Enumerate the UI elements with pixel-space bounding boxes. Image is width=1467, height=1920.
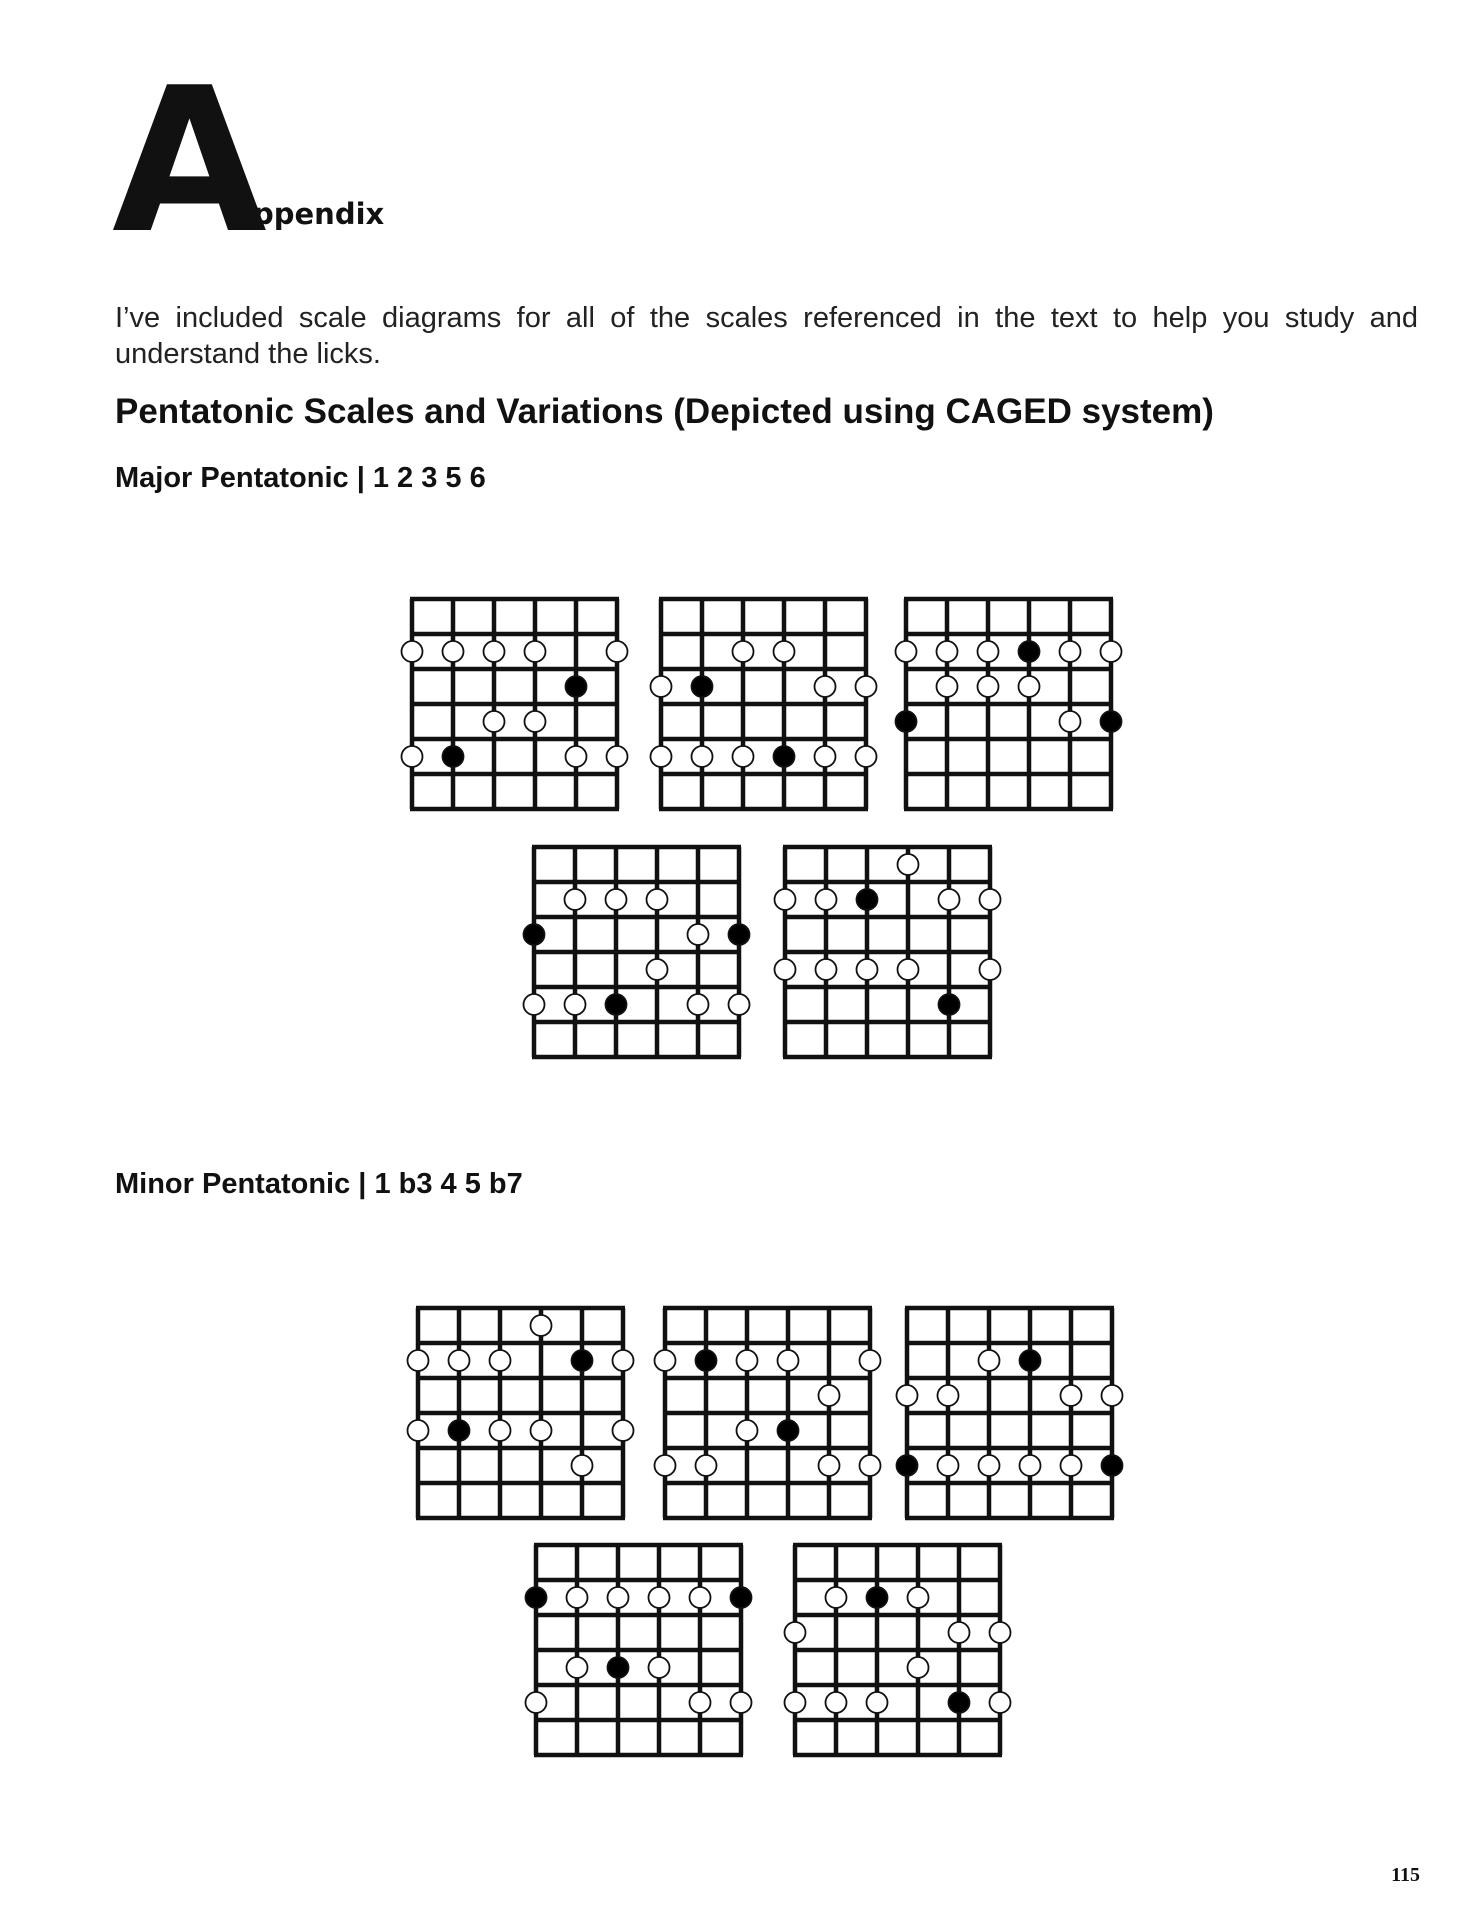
scale-note-dot xyxy=(898,959,919,980)
scale-note-dot xyxy=(1019,676,1040,697)
minor-pentatonic-diagram-2 xyxy=(655,1308,881,1518)
scale-note-dot xyxy=(1102,1385,1123,1406)
scale-note-dot xyxy=(566,746,587,767)
scale-note-dot xyxy=(990,1692,1011,1713)
scale-note-dot xyxy=(1061,1385,1082,1406)
scale-note-dot xyxy=(565,889,586,910)
major-pentatonic-diagram-3 xyxy=(896,599,1122,809)
root-note-dot xyxy=(896,711,917,732)
root-note-dot xyxy=(774,746,795,767)
scale-note-dot xyxy=(649,1587,670,1608)
scale-note-dot xyxy=(692,746,713,767)
root-note-dot xyxy=(443,746,464,767)
scale-note-dot xyxy=(774,641,795,662)
scale-note-dot xyxy=(647,889,668,910)
root-note-dot xyxy=(867,1587,888,1608)
scale-note-dot xyxy=(979,1350,1000,1371)
scale-note-dot xyxy=(860,1350,881,1371)
scale-note-dot xyxy=(567,1587,588,1608)
minor-pentatonic-diagram-3 xyxy=(897,1308,1123,1518)
appendix-initial-letter: A xyxy=(112,45,263,278)
scale-note-dot xyxy=(688,924,709,945)
scale-note-dot xyxy=(608,1587,629,1608)
scale-note-dot xyxy=(978,641,999,662)
root-note-dot xyxy=(1020,1350,1041,1371)
scale-note-dot xyxy=(815,746,836,767)
scale-note-dot xyxy=(785,1692,806,1713)
scale-note-dot xyxy=(731,1692,752,1713)
scale-note-dot xyxy=(733,746,754,767)
scale-note-dot xyxy=(649,1657,670,1678)
root-note-dot xyxy=(949,1692,970,1713)
scale-note-dot xyxy=(733,641,754,662)
scale-note-dot xyxy=(1060,711,1081,732)
scale-note-dot xyxy=(816,889,837,910)
scale-note-dot xyxy=(613,1420,634,1441)
scale-note-dot xyxy=(690,1587,711,1608)
root-note-dot xyxy=(606,994,627,1015)
root-note-dot xyxy=(572,1350,593,1371)
scale-note-dot xyxy=(979,1455,1000,1476)
scale-note-dot xyxy=(526,1692,547,1713)
root-note-dot xyxy=(524,924,545,945)
major-pentatonic-title: Major Pentatonic | 1 2 3 5 6 xyxy=(115,462,486,494)
root-note-dot xyxy=(778,1420,799,1441)
major-pentatonic-diagram-2 xyxy=(651,599,877,809)
scale-note-dot xyxy=(856,746,877,767)
root-note-dot xyxy=(1101,711,1122,732)
scale-note-dot xyxy=(939,889,960,910)
scale-note-dot xyxy=(606,889,627,910)
minor-pentatonic-title: Minor Pentatonic | 1 b3 4 5 b7 xyxy=(115,1168,523,1200)
scale-note-dot xyxy=(819,1385,840,1406)
scale-note-dot xyxy=(737,1350,758,1371)
scale-note-dot xyxy=(443,641,464,662)
appendix-heading-rest: ppendix xyxy=(253,197,385,231)
scale-note-dot xyxy=(525,711,546,732)
major-pentatonic-diagram-4 xyxy=(524,847,750,1057)
scale-note-dot xyxy=(696,1455,717,1476)
scale-note-dot xyxy=(651,676,672,697)
scale-note-dot xyxy=(778,1350,799,1371)
minor-pentatonic-diagram-4 xyxy=(526,1545,752,1755)
scale-note-dot xyxy=(688,994,709,1015)
scale-note-dot xyxy=(826,1587,847,1608)
scale-note-dot xyxy=(567,1657,588,1678)
scale-note-dot xyxy=(949,1622,970,1643)
scale-note-dot xyxy=(572,1455,593,1476)
scale-note-dot xyxy=(937,641,958,662)
scale-note-dot xyxy=(908,1587,929,1608)
root-note-dot xyxy=(857,889,878,910)
scale-note-dot xyxy=(690,1692,711,1713)
scale-note-dot xyxy=(898,854,919,875)
scale-note-dot xyxy=(867,1692,888,1713)
root-note-dot xyxy=(692,676,713,697)
scale-note-dot xyxy=(408,1350,429,1371)
scale-note-dot xyxy=(729,994,750,1015)
root-note-dot xyxy=(449,1420,470,1441)
scale-note-dot xyxy=(938,1455,959,1476)
scale-note-dot xyxy=(651,746,672,767)
scale-note-dot xyxy=(1020,1455,1041,1476)
scale-note-dot xyxy=(785,1622,806,1643)
scale-note-dot xyxy=(449,1350,470,1371)
scale-note-dot xyxy=(897,1385,918,1406)
root-note-dot xyxy=(1102,1455,1123,1476)
root-note-dot xyxy=(897,1455,918,1476)
scale-note-dot xyxy=(607,746,628,767)
root-note-dot xyxy=(729,924,750,945)
minor-pentatonic-diagram-1 xyxy=(408,1308,634,1518)
scale-note-dot xyxy=(816,959,837,980)
scale-note-dot xyxy=(531,1315,552,1336)
scale-note-dot xyxy=(490,1350,511,1371)
scale-note-dot xyxy=(408,1420,429,1441)
minor-pentatonic-diagram-5 xyxy=(785,1545,1011,1755)
scale-note-dot xyxy=(775,959,796,980)
scale-note-dot xyxy=(613,1350,634,1371)
scale-note-dot xyxy=(978,676,999,697)
root-note-dot xyxy=(731,1587,752,1608)
section-title: Pentatonic Scales and Variations (Depicted using CAGED system) xyxy=(115,392,1214,431)
scale-note-dot xyxy=(525,641,546,662)
major-pentatonic-diagram-5 xyxy=(775,847,1001,1057)
scale-note-dot xyxy=(826,1692,847,1713)
scale-note-dot xyxy=(565,994,586,1015)
root-note-dot xyxy=(566,676,587,697)
major-pentatonic-diagram-1 xyxy=(402,599,628,809)
scale-note-dot xyxy=(484,711,505,732)
scale-note-dot xyxy=(815,676,836,697)
scale-note-dot xyxy=(938,1385,959,1406)
root-note-dot xyxy=(696,1350,717,1371)
scale-note-dot xyxy=(402,641,423,662)
root-note-dot xyxy=(939,994,960,1015)
scale-note-dot xyxy=(490,1420,511,1441)
scale-note-dot xyxy=(737,1420,758,1441)
page-number: 115 xyxy=(1391,1864,1420,1886)
scale-note-dot xyxy=(484,641,505,662)
scale-note-dot xyxy=(908,1657,929,1678)
root-note-dot xyxy=(608,1657,629,1678)
scale-note-dot xyxy=(990,1622,1011,1643)
root-note-dot xyxy=(1019,641,1040,662)
scale-note-dot xyxy=(980,959,1001,980)
scale-note-dot xyxy=(819,1455,840,1476)
scale-note-dot xyxy=(856,676,877,697)
scale-note-dot xyxy=(607,641,628,662)
scale-note-dot xyxy=(1101,641,1122,662)
scale-note-dot xyxy=(775,889,796,910)
scale-note-dot xyxy=(647,959,668,980)
scale-note-dot xyxy=(1061,1455,1082,1476)
scale-note-dot xyxy=(857,959,878,980)
intro-paragraph: I’ve included scale diagrams for all of the scales referenced in the text to help you study and understand the licks. xyxy=(115,302,1418,370)
scale-note-dot xyxy=(860,1455,881,1476)
scale-note-dot xyxy=(1060,641,1081,662)
scale-note-dot xyxy=(524,994,545,1015)
scale-note-dot xyxy=(402,746,423,767)
scale-note-dot xyxy=(655,1350,676,1371)
scale-note-dot xyxy=(531,1420,552,1441)
scale-note-dot xyxy=(980,889,1001,910)
scale-note-dot xyxy=(655,1455,676,1476)
scale-note-dot xyxy=(896,641,917,662)
scale-note-dot xyxy=(937,676,958,697)
root-note-dot xyxy=(526,1587,547,1608)
